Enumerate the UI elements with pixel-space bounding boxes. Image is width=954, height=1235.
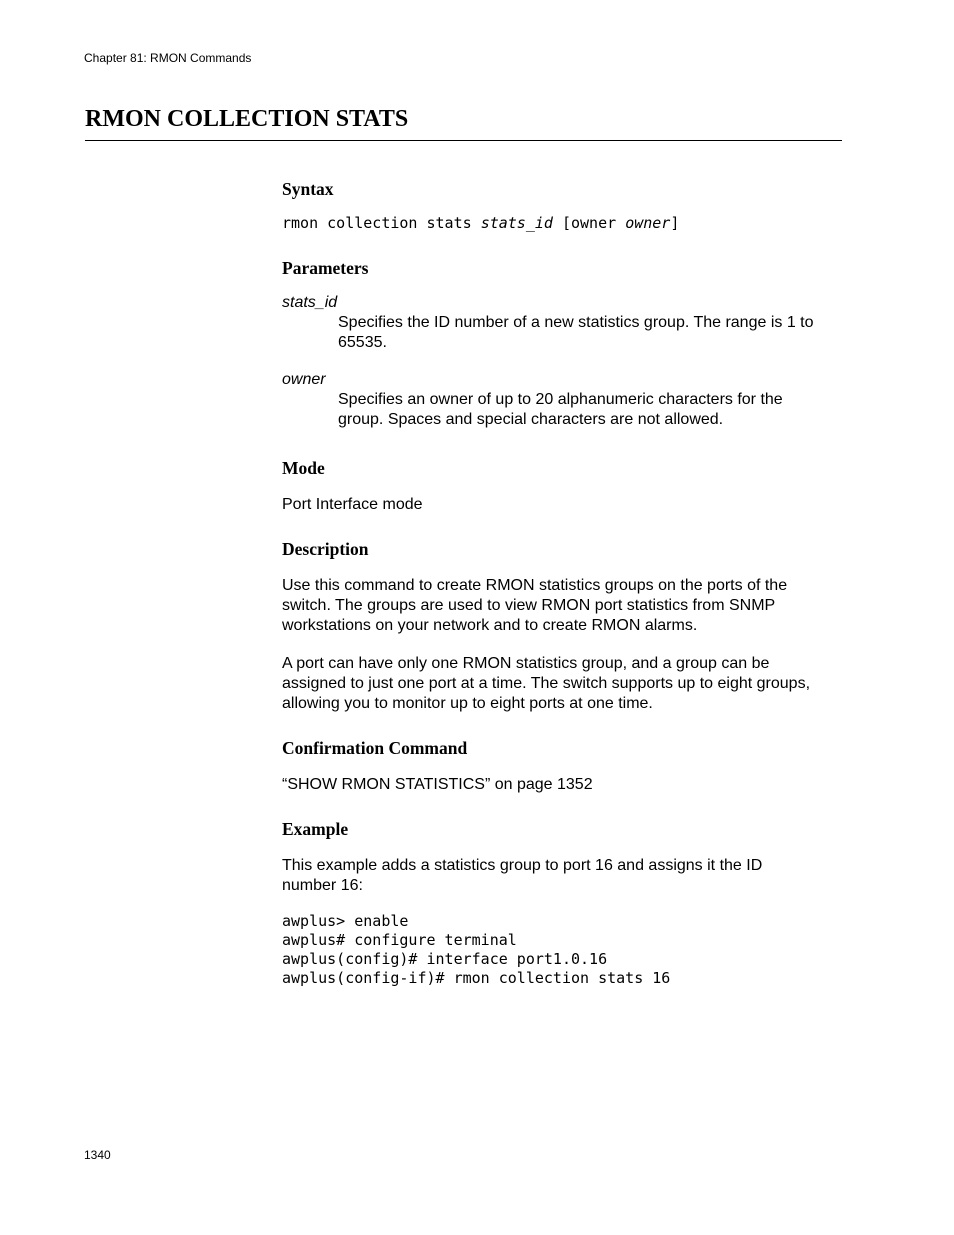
param-desc-stats-id-line1: Specifies the ID number of a new statistics group. The range is 1 to	[338, 314, 814, 331]
confirmation-section	[282, 737, 844, 795]
confirmation-link[interactable]: “SHOW RMON STATISTICS” on page 1352	[282, 776, 593, 793]
mode-text: Port Interface mode	[282, 496, 423, 513]
description-heading: Description	[282, 539, 369, 559]
syntax-arg-owner: owner	[625, 214, 671, 232]
example-code-line: awplus# configure terminal	[282, 931, 517, 949]
example-intro-line1: This example adds a statistics group to port 16 and assigns it the ID	[282, 857, 763, 874]
description-p1-line3: workstations on your network and to create RMON alarms.	[282, 617, 698, 634]
example-code-line: awplus(config)# interface port1.0.16	[282, 950, 608, 968]
syntax-command	[282, 214, 844, 233]
param-name-stats-id: stats_id	[282, 294, 338, 311]
param-desc-owner-line1: Specifies an owner of up to 20 alphanumeric characters for the	[338, 391, 783, 408]
title-rule	[85, 140, 842, 141]
param-desc-owner-line2: group. Spaces and special characters are not allowed.	[338, 411, 724, 428]
page-number: 1340	[84, 1148, 111, 1162]
description-p2-line1: A port can have only one RMON statistics group, and a group can be	[282, 655, 770, 672]
page-title: RMON COLLECTION STATS	[85, 106, 409, 132]
confirmation-heading: Confirmation Command	[282, 738, 468, 758]
example-code-line: awplus(config-if)# rmon collection stats 16	[282, 969, 671, 987]
description-p1-line1: Use this command to create RMON statistics groups on the ports of the	[282, 577, 788, 594]
description-p1-line2: switch. The groups are used to view RMON port statistics from SNMP	[282, 597, 776, 614]
running-header: Chapter 81: RMON Commands	[84, 51, 252, 65]
mode-section	[282, 457, 844, 515]
syntax-heading: Syntax	[282, 179, 334, 199]
description-p2-line3: allowing you to monitor up to eight ports at one time.	[282, 695, 653, 712]
param-desc-stats-id-line2: 65535.	[338, 334, 387, 351]
parameters-heading: Parameters	[282, 258, 369, 278]
syntax-cmd: rmon collection stats	[282, 214, 481, 232]
syntax-section	[282, 178, 844, 233]
description-p2-line2: assigned to just one port at a time. The switch supports up to eight groups,	[282, 675, 811, 692]
example-code-line: awplus> enable	[282, 912, 409, 930]
param-name-owner: owner	[282, 371, 326, 388]
mode-heading: Mode	[282, 458, 325, 478]
syntax-end: ]	[670, 214, 680, 232]
description-section	[282, 538, 844, 714]
example-heading: Example	[282, 819, 349, 839]
syntax-arg-stats-id: stats_id	[480, 214, 553, 232]
example-section	[282, 818, 844, 988]
syntax-mid: [owner	[552, 214, 626, 232]
parameters-section	[282, 257, 844, 430]
example-intro-line2: number 16:	[282, 877, 363, 894]
